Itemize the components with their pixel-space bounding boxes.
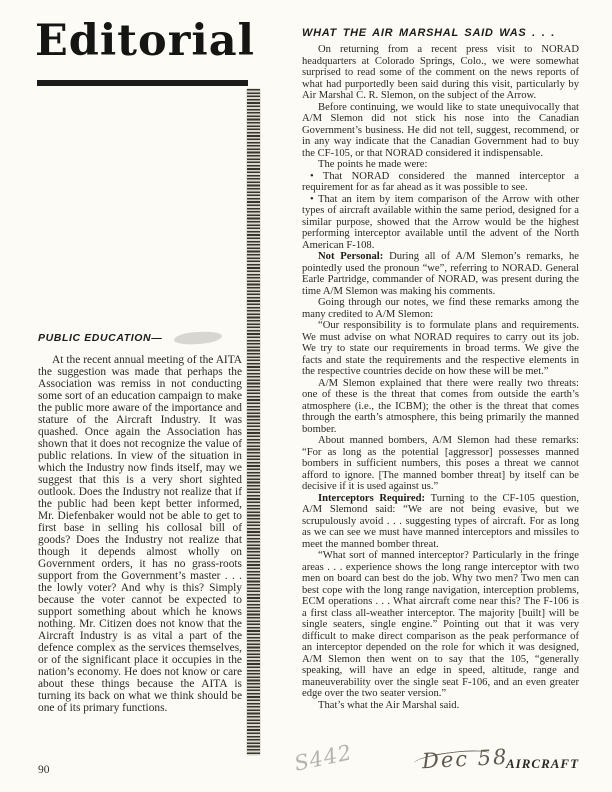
left-column	[38, 332, 242, 714]
paragraph: Not Personal: During all of A/M Slemon’s remarks, he pointedly used the pronoun “we”, referring to NORAD. General Earle Partridge, commander of NORAD, was present during the time A/M Slemon was making his comments.	[302, 251, 579, 297]
ink-smudge	[174, 330, 223, 345]
paragraph: That’s what the Air Marshal said.	[318, 699, 460, 711]
handwritten-code: S442	[292, 740, 355, 776]
bullet-point: • That NORAD considered the manned interceptor a requirement for as far ahead as it was possible to see.	[302, 170, 580, 193]
paragraph: On returning from a recent press visit to NORAD headquarters at Colorado Springs, Colo., we were somewhat surprised to read some of the comment on the news reports of what had purportedly been said during this visit, particularly by Air Marshal C. R. Slemon, on the subject of the Arrow.	[302, 44, 579, 101]
paragraph-lead-in: Not Personal:	[318, 251, 390, 262]
right-column-heading: WHAT THE AIR MARSHAL SAID WAS . . .	[302, 27, 555, 39]
left-column-heading-text: PUBLIC EDUCATION—	[38, 332, 163, 344]
bullet-point: • That an item by item comparison of the Arrow with other types of aircraft available within the same period, designed for a similar purpose, showed that the Arrow would be the highest performing interceptor available until the advent of the North American F-108.	[302, 193, 579, 251]
right-column	[302, 27, 579, 711]
right-column-paragraphs	[302, 44, 579, 711]
paragraph-lead-in: Interceptors Required:	[318, 492, 431, 504]
title-underline-rule	[37, 80, 248, 86]
left-column-heading	[38, 332, 242, 344]
paragraph: “Our responsibility is to formulate plans and requirements. We must advise on what NORAD requires to carry out its job. We try to state our requirements in broad terms. We give the facts and state the requirements and the respective elements in the respective countries decide on how these will be met.”	[302, 320, 579, 377]
handwritten-date: Dec 58	[421, 744, 510, 774]
paragraph: A/M Slemon explained that there were really two threats: one of these is the threat that comes from outside the earth’s atmosphere (i.e., the ICBM); the other is the threat that comes through the earth’s atmosphere, this being primarily the manned bomber.	[302, 377, 579, 435]
paragraph: The points he made were:	[318, 159, 428, 170]
column-divider-striped-bar	[247, 89, 260, 755]
paragraph: Interceptors Required: Turning to the CF-105 question, A/M Slemond said: “We are not being evasive, but we scrupulously avoid . . . suggesting types of aircraft. For as long as we can see we must have manned interceptors and missiles to meet the manned bomber threat.	[302, 492, 579, 550]
paragraph: Before continuing, we would like to state unequivocally that A/M Slemon did not stick his nose into the Canadian Government’s business. He did not tell, suggest, recommend, or in any way indicate that the Canadian Government had to buy the CF-105, or that NORAD considered it indispensable.	[302, 101, 579, 159]
left-column-body: At the recent annual meeting of the AITA the suggestion was made that perhaps the Association was remiss in not conducting some sort of an education campaign to make the public more aware of the importance and stature of the Aircraft Industry. It was quashed. Once again the Association has shown that it does not recognize the value of public relations. In view of the situation in which the Industry now finds itself, may we suggest that this is a very short sighted outlook. Does the Industry not realize that if the public had been kept better informed, Mr. Diefenbaker would not be able to get to first base in selling his collosal bill of goods? Does the Industry not realize that though it depends almost wholly on Government orders, it has no grass-roots support from the Government’s master . . . the lowly voter? And why is this? Simply because the voter cannot be expected to support something about which he knows nothing. Mr. Citizen does not know that the Aircraft Industry is as vital a part of the defence complex as the services themselves, or of the significant place it occupies in the nation’s economy. He does not know or care about these things because the AITA is turning its back on what we think should be one of its primary functions.	[38, 354, 242, 714]
magazine-name: AIRCRAFT	[506, 756, 580, 771]
paragraph: Going through our notes, we find these remarks among the many credited to A/M Slemon:	[302, 297, 579, 320]
page-number: 90	[38, 764, 50, 776]
paragraph: “What sort of manned interceptor? Particularly in the fringe areas . . . experience shows the long range interceptor with two men on board can best do the job. Why two men? Two men can best cope with the long range navigation, interception problems, ECM operations . . . What aircraft come near this? The F-106 is a first class all-weather interceptor. The majority [built] will be single seaters, single engine.” Pointing out that it was very difficult to make direct comparison as the peak performance of an interceptor depended on the role for which it was designed, A/M Slemon then went on to say that the 105, “generally speaking, will have an edge in speed, altitude, range and maneuverability over the single seat F-106, and an even greater edge over the two seater version.”	[302, 550, 579, 699]
paragraph: About manned bombers, A/M Slemon had these remarks: “For as long as the potential [aggressor] possesses manned bombers in sufficient numbers, this poses a threat we cannot afford to ignore. [The manned bomber threat] by itself can be decisive if it is used against us.”	[302, 435, 579, 492]
page-title: Editorial	[35, 16, 255, 66]
